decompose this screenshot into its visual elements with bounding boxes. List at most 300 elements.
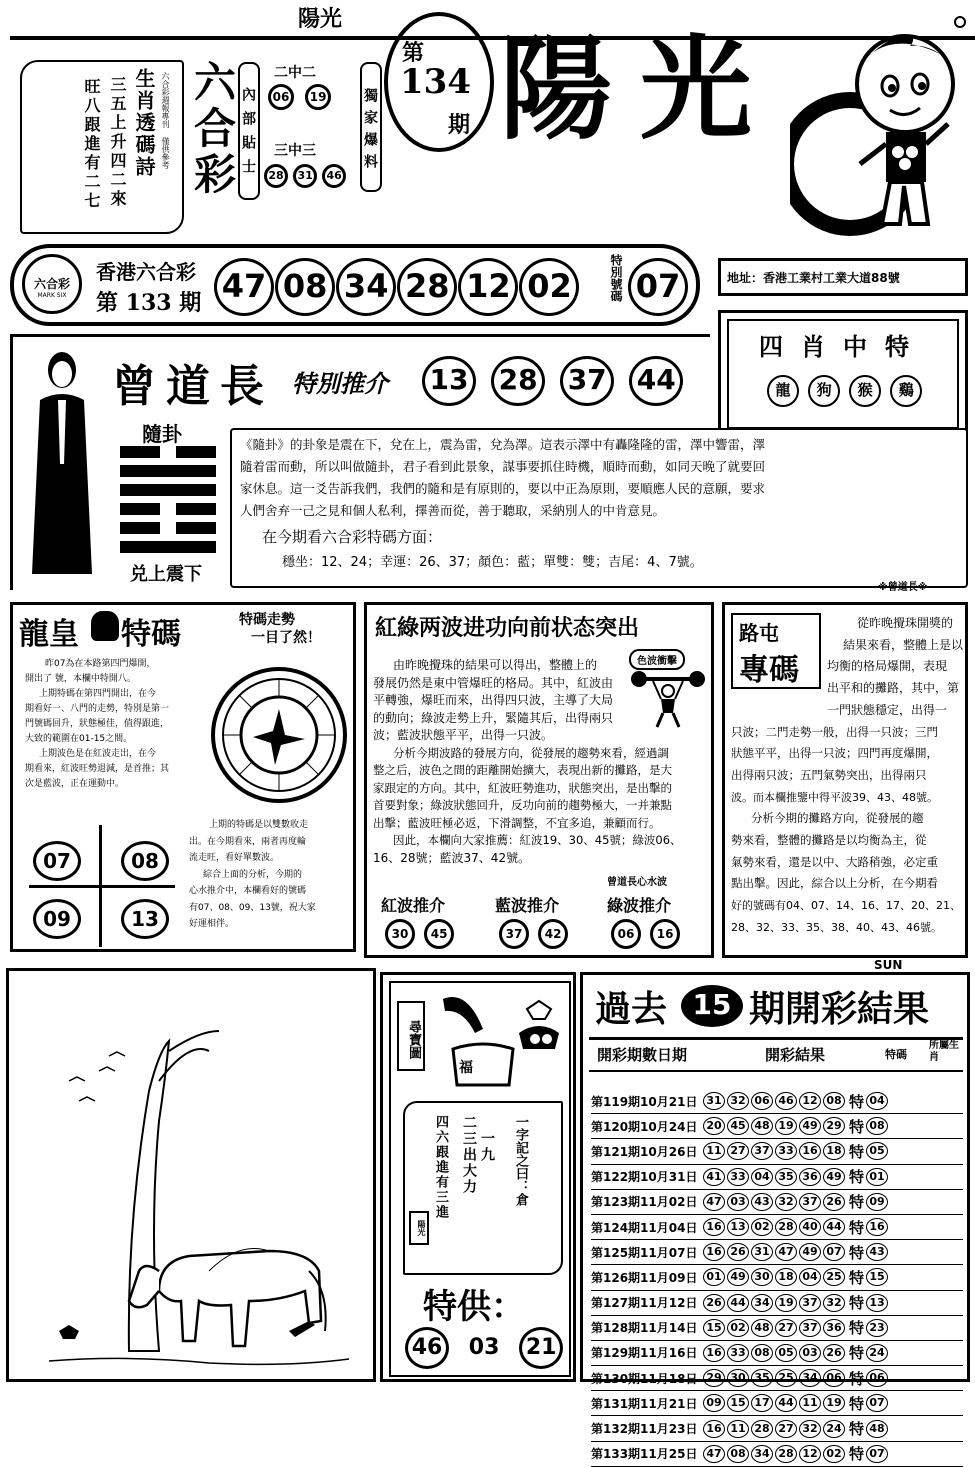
- history-special-char: 特: [849, 1369, 865, 1388]
- history-special-ball: 07: [866, 1445, 888, 1463]
- history-ball: 19: [775, 1117, 797, 1135]
- road-line: 結果來看，整體上是以: [843, 637, 964, 652]
- history-ball: 16: [703, 1344, 725, 1362]
- history-ball: 08: [751, 1344, 773, 1362]
- history-ball: 37: [799, 1319, 821, 1337]
- waves-line: 發展仍然是東中管爆旺的格局。其中，紅波由: [373, 675, 614, 690]
- history-ball: 03: [727, 1193, 749, 1211]
- dragon-ball: 08: [121, 841, 169, 881]
- waves-line: 由昨晚攪珠的結果可以得出，整體上的: [393, 658, 598, 672]
- history-special-char: 特: [849, 1142, 865, 1161]
- history-title-right: 期開彩結果: [749, 989, 930, 1030]
- red-wave-ball: 45: [424, 919, 454, 949]
- history-row-label: 第124期11月04日: [591, 1220, 698, 1235]
- waves-line: 波；藍波狀態平平，出得一只波。: [373, 728, 554, 742]
- blue-wave-ball: 37: [499, 919, 529, 949]
- history-ball: 27: [727, 1142, 749, 1160]
- history-ball: 34: [751, 1445, 773, 1463]
- road-line: 點出擊。因此，綜合以上分析，在今期看: [731, 876, 938, 891]
- dragon-line: 大致的範圍在01-15之間。: [25, 734, 133, 744]
- history-special-char: 特: [849, 1218, 865, 1237]
- history-special-char: 特: [849, 1394, 865, 1413]
- history-row-label: 第127期11月12日: [591, 1296, 698, 1311]
- history-ball: 48: [751, 1319, 773, 1337]
- history-ball: 07: [823, 1243, 845, 1261]
- master-signature: ※曾道長※: [878, 582, 928, 593]
- special-ball: 07: [628, 258, 688, 316]
- history-ball: 25: [775, 1369, 797, 1387]
- history-ball: 28: [775, 1445, 797, 1463]
- history-row-label: 第125期11月07日: [591, 1245, 698, 1260]
- hexagram-caption: 兑上震下: [130, 564, 202, 585]
- dragon-line: 綜合上面的分析，今期的: [203, 869, 303, 880]
- dragon-section: [10, 602, 356, 952]
- dragon-title-left: 龍皇: [19, 617, 79, 652]
- recommend-label: 特別推介: [292, 370, 388, 398]
- waves-body: [373, 657, 713, 867]
- history-row: [591, 1316, 963, 1341]
- history-row-label: 第121期10月26日: [591, 1144, 698, 1159]
- dragon-ball: 07: [33, 841, 81, 881]
- history-ball: 48: [751, 1117, 773, 1135]
- compass-wheel-illustration: [209, 665, 349, 805]
- history-ball: 26: [823, 1344, 845, 1362]
- history-ball: 12: [799, 1445, 821, 1463]
- history-ball: 26: [703, 1294, 725, 1312]
- history-ball: 13: [727, 1218, 749, 1236]
- history-row-label: 第123期11月02日: [591, 1195, 698, 1210]
- special-supply-ball: 21: [519, 1327, 563, 1369]
- history-ball: 20: [703, 1117, 725, 1135]
- zodiac-ball: 猴: [849, 375, 881, 407]
- history-special-ball: 05: [866, 1142, 888, 1160]
- history-ball: 18: [775, 1268, 797, 1286]
- hexagram-line: 隨着雷而動，所以叫做隨卦，君子看到此景象，謀事要抓住時機，順時而動，如同天晚了就要回: [240, 459, 766, 474]
- zodiac-ball: 狗: [808, 375, 840, 407]
- zodiac-ball: 龍: [767, 375, 799, 407]
- address-box: [718, 258, 968, 296]
- history-row-label: 第122期10月31日: [591, 1170, 698, 1185]
- history-special-ball: 16: [866, 1218, 888, 1236]
- col-zodiac: 所屬生肖: [929, 1040, 959, 1063]
- er-balls: [268, 84, 331, 110]
- clue-line-1: 二三出大力: [461, 1115, 477, 1195]
- blue-wave-balls: [499, 919, 568, 949]
- ox-tree-illustration: [9, 971, 373, 1379]
- liuhecai-logo: [22, 254, 82, 314]
- er-zhong-er: 二中二: [274, 65, 316, 81]
- history-special-ball: 06: [866, 1369, 888, 1387]
- history-special-ball: 07: [866, 1394, 888, 1412]
- history-ball: 31: [751, 1243, 773, 1261]
- logo-text: 六合彩: [33, 277, 70, 291]
- dragon-line: 期看好一、八門的走勢，特別是第一: [25, 704, 170, 714]
- green-wave-label: 綠波推介: [607, 896, 672, 915]
- history-special-ball: 13: [866, 1294, 888, 1312]
- history-ball: 30: [751, 1268, 773, 1286]
- road-line: 勢來看，整體的攤路是以均衡為主，從: [731, 833, 927, 848]
- history-row-label: 第120期10月24日: [591, 1119, 698, 1134]
- road-section: [722, 602, 968, 958]
- sun-mascot-illustration: [790, 14, 970, 236]
- history-ball: 47: [703, 1445, 725, 1463]
- cross-divider-h: [29, 885, 175, 888]
- history-row: [591, 1341, 963, 1366]
- treasure-pot-illustration: [423, 989, 563, 1099]
- history-ball: 25: [823, 1268, 845, 1286]
- waves-section: [364, 602, 714, 958]
- history-ball: 30: [727, 1369, 749, 1387]
- dragon-head-icon: [91, 611, 119, 641]
- top-small-title: 陽光: [298, 7, 343, 32]
- hexagram-line: 家休息。這一爻告訴我們，我們的隨和是有原則的，要以中正為原則，要順應人民的意願，要求: [240, 481, 766, 496]
- dragon-para2: [189, 817, 359, 933]
- history-ball: 49: [799, 1117, 821, 1135]
- road-line: 28、32、33、35、38、40、43、46號。: [731, 920, 942, 934]
- waves-line: 首要對象；綠波狀態回升，反功向前的趨勢極大，一并兼點: [373, 798, 672, 812]
- history-ball: 33: [727, 1344, 749, 1362]
- master-ball: 13: [422, 356, 476, 406]
- history-special-char: 特: [849, 1168, 865, 1187]
- history-header: [589, 1037, 963, 1072]
- history-ball: 05: [775, 1344, 797, 1362]
- history-special-char: 特: [849, 1445, 865, 1464]
- history-special-ball: 24: [866, 1344, 888, 1362]
- poem-line-1: 三五上升四二來: [108, 76, 127, 209]
- history-ball: 02: [727, 1319, 749, 1337]
- col-special: 特碼: [885, 1048, 907, 1061]
- road-line: 分析今期的攤路方向，從發展的趨: [751, 811, 924, 826]
- history-special-ball: 43: [866, 1243, 888, 1261]
- history-row: [591, 1215, 963, 1240]
- road-line: 只波；二門走勢一般，出得一只波；三門: [731, 724, 938, 739]
- master-name: 曾道長: [112, 361, 274, 412]
- issue-number: 134: [400, 62, 471, 102]
- master-ball: 28: [491, 356, 545, 406]
- history-ball: 28: [775, 1218, 797, 1236]
- hexagram-text-box: [230, 428, 968, 588]
- green-wave-ball: 16: [650, 919, 680, 949]
- dragon-ball: 09: [33, 899, 81, 939]
- history-ball: 31: [703, 1092, 725, 1110]
- history-ball: 34: [751, 1294, 773, 1312]
- history-row-label: 第133期11月25日: [591, 1447, 698, 1462]
- road-line: 波。而本欄推鑒中得平波39、43、48號。: [731, 790, 938, 804]
- dragon-para1: [25, 657, 205, 792]
- history-ball: 18: [823, 1142, 845, 1160]
- history-row: [591, 1139, 963, 1164]
- hexagram-icon: [120, 446, 216, 554]
- history-ball: 35: [751, 1369, 773, 1387]
- dragon-line: 期看來，紅波旺勢退減，是首推；其: [25, 764, 170, 774]
- history-ball: 36: [823, 1319, 845, 1337]
- dragon-line: 上期的特碼是以雙數收走: [209, 820, 309, 830]
- history-special-char: 特: [849, 1420, 865, 1439]
- dragon-line: 好運相伴。: [189, 919, 235, 929]
- history-ball: 04: [751, 1168, 773, 1186]
- history-ball: 32: [823, 1294, 845, 1312]
- dragon-line: 出。在今期看來，兩者再度輪: [189, 836, 307, 847]
- history-ball: 29: [823, 1117, 845, 1135]
- history-row: [591, 1089, 963, 1114]
- history-row: [591, 1291, 963, 1316]
- history-special-char: 特: [849, 1268, 865, 1287]
- history-row-label: 第129期11月16日: [591, 1346, 698, 1361]
- history-ball: 44: [727, 1294, 749, 1312]
- waves-line: 因此，本欄向大家推薦：紅波19、30、45號；綠波06、: [393, 833, 682, 847]
- red-wave-ball: 30: [385, 919, 415, 949]
- road-line: 從昨晚攪珠開獎的: [857, 616, 954, 630]
- history-title-left: 過去: [595, 989, 668, 1030]
- history-row: [591, 1391, 963, 1416]
- draw-balls: [214, 258, 579, 316]
- history-row-label: 第119期10月21日: [591, 1094, 698, 1109]
- waves-line: 的動向；綠波走勢上升，緊隨其后，出得兩只: [373, 710, 614, 725]
- dragon-line: 上期特碼在第四門開出，在今: [39, 689, 157, 699]
- zodiac-row: [767, 375, 922, 407]
- history-ball: 29: [703, 1369, 725, 1387]
- history-special-ball: 48: [866, 1420, 888, 1438]
- poem-title: 生肖透碼詩: [132, 68, 156, 178]
- history-ball: 15: [703, 1319, 725, 1337]
- history-ball: 26: [823, 1193, 845, 1211]
- history-ball: 08: [823, 1092, 845, 1110]
- history-special-char: 特: [849, 1092, 865, 1111]
- history-ball: 02: [751, 1218, 773, 1236]
- history-ball: 01: [703, 1268, 725, 1286]
- road-title-top: 路屯: [739, 621, 779, 645]
- history-special-char: 特: [849, 1193, 865, 1212]
- poem-scroll: [20, 60, 184, 234]
- green-wave-ball: 06: [611, 919, 641, 949]
- road-line: 出得兩只波；五門氣勢突出，出得兩只: [731, 767, 927, 782]
- history-ball: 47: [775, 1243, 797, 1261]
- history-ball: 37: [799, 1193, 821, 1211]
- history-ball: 02: [823, 1445, 845, 1463]
- history-ball: 49: [823, 1168, 845, 1186]
- dragon-line: 開出了 號，本欄中特開八。: [25, 674, 136, 684]
- address-text: 地址：香港工業村工業大道88號: [727, 271, 900, 285]
- draw-ball: 12: [458, 258, 518, 316]
- last-draw-bar: [10, 244, 700, 326]
- special-supply-ball: 46: [405, 1327, 449, 1369]
- waves-line: 平轉強，爆旺而來，出得四只波，主導了大局: [373, 693, 614, 707]
- history-ball: 40: [799, 1218, 821, 1236]
- history-special-char: 特: [849, 1344, 865, 1363]
- exclusive-label: 獨家爆料: [360, 62, 382, 192]
- waves-line: 分析今期波路的發展方向，從發展的趨勢來看，經過調: [393, 745, 669, 760]
- history-ball: 36: [799, 1168, 821, 1186]
- blue-wave-ball: 42: [538, 919, 568, 949]
- history-row-label: 第130期11月18日: [591, 1371, 698, 1386]
- word-clue: 一字記之曰：倉: [513, 1115, 528, 1206]
- history-section: [580, 972, 970, 1464]
- history-ball: 15: [727, 1394, 749, 1412]
- history-ball: 32: [727, 1092, 749, 1110]
- history-row: [591, 1190, 963, 1215]
- history-ball: 37: [751, 1142, 773, 1160]
- history-ball: 06: [751, 1092, 773, 1110]
- history-ball: 44: [775, 1394, 797, 1412]
- history-ball: 45: [727, 1117, 749, 1135]
- red-wave-balls: [385, 919, 454, 949]
- red-wave-label: 紅波推介: [381, 896, 446, 915]
- history-rows: [591, 1089, 963, 1467]
- history-ball: 04: [799, 1268, 821, 1286]
- green-wave-balls: [611, 919, 680, 949]
- draw-issue: 第 133 期: [96, 290, 202, 316]
- history-ball: 26: [727, 1243, 749, 1261]
- history-special-ball: 01: [866, 1168, 888, 1186]
- history-row: [591, 1366, 963, 1391]
- san-ball: 31: [293, 164, 317, 188]
- history-ball: 49: [727, 1268, 749, 1286]
- history-special-ball: 15: [866, 1268, 888, 1286]
- history-ball: 12: [799, 1092, 821, 1110]
- dragon-line: 有07、08、09、13號，祝大家: [189, 902, 316, 913]
- road-body: [731, 613, 967, 939]
- col-date: 開彩期數日期: [597, 1046, 688, 1064]
- seal-stamp: 陽光: [409, 1211, 429, 1245]
- waves-signature: 曾道長心水波: [607, 877, 667, 888]
- road-title-bottom: 專碼: [739, 653, 799, 688]
- history-row: [591, 1416, 963, 1441]
- treasure-section: [380, 972, 576, 1382]
- dragon-line: 上期波色是在紅波走出，在今: [39, 749, 157, 759]
- zodiac-ball: 鷄: [890, 375, 922, 407]
- road-line: 出平和的攤路，其中，第: [827, 681, 960, 696]
- waves-headline: 紅綠两波进功向前状态突出: [375, 616, 640, 641]
- history-row: [591, 1240, 963, 1265]
- history-title-num: 15: [681, 985, 743, 1027]
- history-ball: 11: [799, 1394, 821, 1412]
- dragon-line: 門號碼回升，狀態極佳，值得跟進，: [25, 719, 170, 729]
- history-ball: 16: [799, 1142, 821, 1160]
- history-row-label: 第126期11月09日: [591, 1270, 698, 1285]
- draw-ball: 47: [214, 258, 274, 316]
- history-special-char: 特: [849, 1117, 865, 1136]
- internal-tips: [238, 62, 358, 204]
- history-special-char: 特: [849, 1294, 865, 1313]
- four-zodiac-title: 四肖中特: [759, 333, 927, 361]
- issue-circle: [384, 12, 494, 152]
- master-balls: [422, 356, 683, 406]
- clue-line-2: 一九: [479, 1131, 495, 1163]
- er-ball: 06: [268, 84, 294, 110]
- poem-line-2: 旺八跟進有二七: [82, 78, 101, 211]
- issue-prefix: 第: [402, 40, 425, 66]
- history-ball: 16: [703, 1420, 725, 1438]
- history-ball: 44: [823, 1218, 845, 1236]
- hexagram-line: 人們舍弃一己之見和個人私利，擇善而從，善于聽取，采納別人的中肯意見。: [240, 503, 666, 518]
- special-supply-ball: 03: [462, 1327, 506, 1369]
- history-ball: 33: [775, 1142, 797, 1160]
- history-row: [591, 1114, 963, 1139]
- internal-label: 內部貼士: [238, 62, 260, 200]
- history-special-ball: 08: [866, 1117, 888, 1135]
- history-ball: 16: [703, 1218, 725, 1236]
- history-ball: 41: [703, 1168, 725, 1186]
- hexagram-line: 《隨卦》的卦象是震在下，兌在上，震為雷，兌為澤。這表示澤中有轟隆隆的雷，澤中響雷，澤: [240, 437, 766, 452]
- dragon-title-right: 特碼: [121, 617, 181, 652]
- history-row-label: 第132期11月23日: [591, 1422, 698, 1437]
- history-ball: 08: [727, 1445, 749, 1463]
- history-ball: 17: [751, 1394, 773, 1412]
- master-portrait-illustration: [20, 344, 100, 584]
- draw-ball: 02: [519, 258, 579, 316]
- history-ball: 35: [775, 1168, 797, 1186]
- san-balls: [264, 164, 346, 188]
- road-line: 好的號碼有04、07、14、16、17、20、21、: [731, 899, 961, 913]
- history-special-ball: 23: [866, 1319, 888, 1337]
- four-zodiac-box: [718, 310, 968, 438]
- history-row-label: 第128期11月14日: [591, 1321, 698, 1336]
- logo-subtext: MARK SIX: [37, 292, 67, 299]
- history-ball: 34: [799, 1369, 821, 1387]
- road-line: 均衡的格局爆開，表現: [827, 659, 948, 674]
- slogan-top: 特碼走勢: [239, 612, 295, 628]
- history-ball: 09: [703, 1394, 725, 1412]
- road-line: 狀態平平，出得一只波；四門再度爆開，: [731, 746, 938, 761]
- history-ball: 27: [775, 1319, 797, 1337]
- er-ball: 19: [305, 84, 331, 110]
- draw-ball: 34: [336, 258, 396, 316]
- san-ball: 28: [264, 164, 288, 188]
- special-supply-balls: [405, 1327, 563, 1369]
- masthead-title: 陽光: [500, 24, 780, 155]
- history-ball: 46: [775, 1092, 797, 1110]
- history-ball: 03: [799, 1344, 821, 1362]
- history-row: [591, 1442, 963, 1467]
- history-special-char: 特: [849, 1243, 865, 1262]
- dragon-line: 心水推介中，本欄看好的號碼: [189, 886, 307, 896]
- draw-ball: 08: [275, 258, 335, 316]
- master-ball: 44: [629, 356, 683, 406]
- slogan-bottom: 一目了然！: [251, 630, 321, 646]
- history-ball: 19: [823, 1394, 845, 1412]
- master-ball: 37: [560, 356, 614, 406]
- history-ball: 24: [823, 1420, 845, 1438]
- draw-name: 香港六合彩: [96, 260, 196, 284]
- issue-suffix: 期: [448, 112, 471, 138]
- ox-picture-box: [6, 968, 376, 1382]
- history-ball: 47: [703, 1193, 725, 1211]
- road-line: 氣勢來看，還是以中、大路稍強，必定重: [731, 854, 938, 869]
- history-ball: 11: [703, 1142, 725, 1160]
- history-ball: 06: [823, 1369, 845, 1387]
- poem-footnote: 六合彩週報專刊 僅供參考: [161, 72, 170, 169]
- dragon-line: 次是藍波，正在運動中。: [25, 779, 125, 789]
- waves-line: 出擊；藍波旺極必返，下滑調整，不宜多追，兼顧而行。: [373, 815, 661, 830]
- special-label: 特別號碼: [609, 254, 623, 302]
- dragon-ball: 13: [121, 899, 169, 939]
- clue-line-3: 四六跟進有三進: [433, 1115, 448, 1220]
- history-special-ball: 09: [866, 1193, 888, 1211]
- dragon-line: 流走旺，看好單數波。: [189, 853, 280, 863]
- history-ball: 28: [751, 1420, 773, 1438]
- tip-detail: 穩坐：12、24；幸運：26、37；顏色：藍；單雙：雙；吉尾：4、7號。: [282, 555, 703, 570]
- history-ball: 33: [727, 1168, 749, 1186]
- history-ball: 27: [775, 1420, 797, 1438]
- history-ball: 32: [799, 1420, 821, 1438]
- col-result: 開彩結果: [765, 1046, 826, 1064]
- special-supply-label: 特供：: [423, 1287, 525, 1327]
- draw-ball: 28: [397, 258, 457, 316]
- dragon-line: 昨07為在本路第四門爆開，: [45, 659, 156, 669]
- san-zhong-san: 三中三: [274, 143, 316, 159]
- waves-line: 整之后，波色之間的距離開始擴大，表現出新的攤路，是大: [373, 763, 672, 777]
- hexagram-name: 隨卦: [142, 422, 182, 446]
